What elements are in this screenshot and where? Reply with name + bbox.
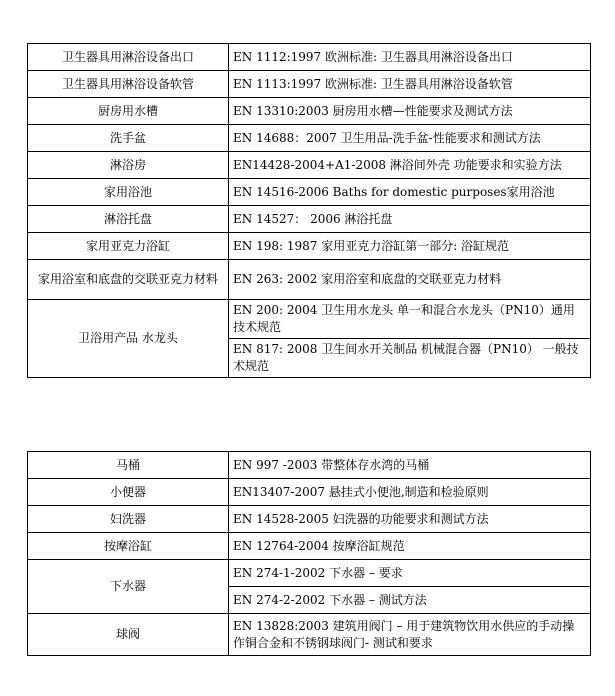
standard-cell: EN 263: 2002 家用浴室和底盘的交联亚克力材料 <box>229 260 591 300</box>
table-row <box>28 71 591 98</box>
standards-table-sanitary <box>27 43 591 378</box>
table-row <box>28 452 591 479</box>
table-row <box>28 206 591 233</box>
table-row <box>28 479 591 506</box>
standard-cell: EN 198: 1987 家用亚克力浴缸第一部分: 浴缸规范 <box>229 233 591 260</box>
table-row <box>28 125 591 152</box>
product-name-cell-faucet: 卫浴用产品 水龙头 <box>28 300 229 378</box>
table-row <box>28 533 591 560</box>
standard-cell: EN 274-1-2002 下水器 – 要求 <box>229 560 591 587</box>
product-name-cell: 卫生器具用淋浴设备出口 <box>28 44 229 71</box>
standards-table-bathroom <box>27 451 591 656</box>
product-name-cell: 厨房用水槽 <box>28 98 229 125</box>
table-row <box>28 98 591 125</box>
standard-cell: EN 14528-2005 妇洗器的功能要求和测试方法 <box>229 506 591 533</box>
product-name-cell: 按摩浴缸 <box>28 533 229 560</box>
product-name-cell: 妇洗器 <box>28 506 229 533</box>
standard-cell: EN14428-2004+A1-2008 淋浴间外壳 功能要求和实验方法 <box>229 152 591 179</box>
standard-cell: EN 14688：2007 卫生用品-洗手盆-性能要求和测试方法 <box>229 125 591 152</box>
product-name-cell: 马桶 <box>28 452 229 479</box>
product-name-cell: 淋浴房 <box>28 152 229 179</box>
standard-cell: EN 13310:2003 厨房用水槽—性能要求及测试方法 <box>229 98 591 125</box>
standard-cell: EN 817: 2008 卫生间水开关制品 机械混合器（PN10） 一般技术规范 <box>229 339 591 378</box>
product-name-cell-ball-valve: 球阀 <box>28 614 229 656</box>
product-name-cell: 淋浴托盘 <box>28 206 229 233</box>
product-name-cell-drain: 下水器 <box>28 560 229 614</box>
table-row <box>28 300 591 339</box>
table-row <box>28 614 591 656</box>
standard-cell: EN 14516-2006 Baths for domestic purposes家用浴池 <box>229 179 591 206</box>
product-name-cell: 家用浴池 <box>28 179 229 206</box>
table-row <box>28 560 591 587</box>
table-row <box>28 260 591 300</box>
standard-cell: EN 274-2-2002 下水器 – 测试方法 <box>229 587 591 614</box>
standard-cell: EN 997 -2003 带整体存水湾的马桶 <box>229 452 591 479</box>
standard-cell: EN 12764-2004 按摩浴缸规范 <box>229 533 591 560</box>
product-name-cell: 洗手盆 <box>28 125 229 152</box>
table-row <box>28 233 591 260</box>
standard-cell: EN 13828:2003 建筑用阀门 – 用于建筑物饮用水供应的手动操作铜合金和不锈钢球阀门- 测试和要求 <box>229 614 591 656</box>
table-row <box>28 44 591 71</box>
table-row <box>28 179 591 206</box>
product-name-cell: 家用浴室和底盘的交联亚克力材料 <box>28 260 229 300</box>
table-row <box>28 152 591 179</box>
standard-cell: EN 1112:1997 欧洲标准: 卫生器具用淋浴设备出口 <box>229 44 591 71</box>
standard-cell: EN 200: 2004 卫生用水龙头 单一和混合水龙头（PN10）通用技术规范 <box>229 300 591 339</box>
product-name-cell: 家用亚克力浴缸 <box>28 233 229 260</box>
standard-cell: EN 1113:1997 欧洲标准: 卫生器具用淋浴设备软管 <box>229 71 591 98</box>
standard-cell: EN13407-2007 悬挂式小便池,制造和检验原则 <box>229 479 591 506</box>
standard-cell: EN 14527： 2006 淋浴托盘 <box>229 206 591 233</box>
product-name-cell: 卫生器具用淋浴设备软管 <box>28 71 229 98</box>
product-name-cell: 小便器 <box>28 479 229 506</box>
table-row <box>28 506 591 533</box>
